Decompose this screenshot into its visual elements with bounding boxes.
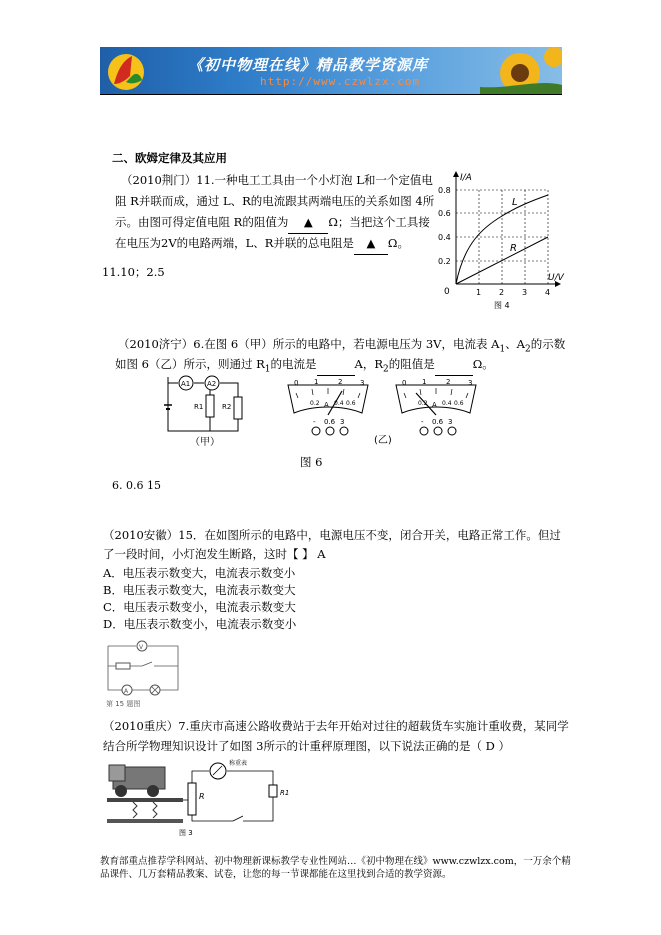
q1-ytick-1: 0.4 (438, 233, 451, 242)
resistor-r2 (234, 397, 242, 419)
truck-image (109, 765, 165, 797)
q2-a1-label: A1 (181, 380, 191, 388)
q4-r-label: R (199, 792, 205, 801)
banner-title: 《初中物理在线》精品教学资源库 (188, 56, 429, 74)
banner-url[interactable]: http://www.czwlzx.com (260, 75, 421, 88)
q3-v-label: V (139, 644, 144, 651)
spring-left (133, 802, 137, 818)
q2-line2d: 的阻值是 (388, 357, 435, 371)
q3-option-c: C．电压表示数变小，电流表示数变大 (103, 600, 296, 614)
ml-top-1: 1 (314, 378, 319, 386)
mr-top-1: 1 (422, 378, 427, 386)
mr-in-0: 0.2 (418, 400, 428, 407)
scale-base (107, 819, 183, 823)
ml-term-0: - (313, 418, 316, 426)
q3-line2: 了一段时间，小灯泡发生断路，这时【 】 A (103, 547, 326, 561)
q2-caption: 图 6 (300, 455, 323, 469)
q3-circuit (102, 640, 186, 708)
mr-top-0: 0 (402, 379, 407, 387)
logo-icon (104, 50, 148, 92)
meter-right (396, 378, 476, 435)
sunflower-image (480, 47, 562, 95)
q2-sub1: 1 (499, 344, 506, 355)
q1-xlabel: U/V (548, 273, 564, 283)
mr-terminal-icon (420, 427, 428, 435)
q1-answer: 11.10；2.5 (102, 265, 165, 279)
q1-ytick-3: 0.8 (438, 186, 451, 195)
section-heading: 二、欧姆定律及其应用 (112, 151, 227, 165)
resistor-r (188, 783, 196, 815)
mr-top-3: 3 (468, 379, 473, 387)
q2-a2-label: A2 (207, 380, 217, 388)
q3-caption: 第 15 题图 (106, 700, 141, 708)
q1-line3-text: 示。由图可得定值电阻 R的阻值为 (115, 215, 289, 229)
header-banner (100, 47, 562, 95)
ml-top-0: 0 (294, 379, 299, 387)
q1-grid (456, 190, 548, 284)
ml-term-1: 0.6 (324, 418, 336, 426)
q3-a-label: A (124, 688, 129, 695)
q2-meter-label: (乙) (374, 435, 392, 445)
scale-platform (107, 798, 183, 802)
mr-term-1: 0.6 (432, 418, 444, 426)
resistor-r1 (206, 395, 214, 417)
mr-term-0: - (421, 418, 424, 426)
footer-text: 教育部重点推荐学科网站、初中物理新课标教学专业性网站…《初中物理在线》www.czwlzx.com，一万余个精品课件、几万套精品教案、试卷，让您的每一节课都能在这里找到合适的教学资源。 (100, 856, 571, 880)
ml-top-2: 2 (338, 378, 343, 386)
q3-option-a: A．电压表示数变大，电流表示数变小 (103, 566, 296, 580)
ml-terminal-icon (312, 427, 320, 435)
q4-line1: （2010重庆）7.重庆市高速公路收费站于去年开始对过往的超载货车实施计重收费，某同学 (103, 719, 569, 733)
q2-line2b: 的电流是 (270, 357, 317, 371)
weighing-meter-icon (210, 763, 226, 779)
q4-meter-label: 称重表 (229, 760, 248, 767)
mr-in-3: 0.6 (454, 400, 464, 407)
q1-line4 (115, 233, 409, 255)
q1-line2: 阻 R并联而成，通过 L、R的电流跟其两端电压的关系如图 4所 (115, 194, 435, 208)
q4-switch (233, 816, 243, 821)
q1-line3b-text: Ω；当把这个工具接 (328, 215, 430, 229)
mr-in-2: 0.4 (442, 400, 452, 407)
q2-r2-label: R2 (222, 403, 232, 411)
q1-ylabel: I/A (460, 173, 472, 183)
q3-line1: （2010安徽）15．在如图所示的电路中，电源电压不变，闭合开关，电路正常工作。但过 (103, 528, 561, 542)
mr-terminal-icon (434, 427, 442, 435)
mr-terminal-icon (448, 427, 456, 435)
q1-origin: 0 (444, 287, 450, 297)
ml-in-2: 0.4 (334, 400, 344, 407)
q1-blank-1[interactable]: ▲ (288, 212, 328, 234)
q1-line3 (115, 212, 430, 234)
q4-caption: 图 3 (179, 829, 193, 837)
q1-ytick-0: 0.2 (438, 257, 451, 266)
q1-line4b-text: Ω。 (387, 236, 409, 250)
header-rule (100, 94, 562, 95)
q2-tail1: 的示数 (530, 337, 566, 351)
q3-switch (142, 662, 152, 666)
spring-right (153, 802, 157, 818)
q4-diagram (103, 755, 303, 837)
q1-line4-text: 在电压为2V的电路两端，L、R并联的总电阻是 (115, 236, 354, 250)
mr-in-1: A (432, 401, 437, 409)
q3-option-b: B．电压表示数变大，电流表示数变大 (103, 583, 296, 597)
q1-caption: 图 4 (494, 301, 510, 310)
q2-meters (282, 375, 562, 445)
q2-line2c: A，R (354, 357, 383, 371)
ml-top-3: 3 (360, 379, 365, 387)
ml-in-1: A (324, 401, 329, 409)
mr-term-2: 3 (448, 418, 453, 426)
q2-line1-text: （2010济宁）6.在图 6（甲）所示的电路中，若电源电压为 3V，电流表 A (118, 337, 500, 351)
q2-blank-2[interactable] (435, 354, 473, 376)
q1-label-R: R (510, 243, 517, 254)
ml-term-2: 3 (340, 418, 345, 426)
q1-xtick-1: 2 (499, 288, 505, 297)
resistor-r1 (269, 785, 277, 797)
q2-line2sub2: 2 (383, 364, 389, 375)
q4-r1-label: R1 (280, 789, 290, 797)
meter-left (288, 378, 368, 435)
q3-option-d: D．电压表示数变小，电流表示数变小 (103, 617, 297, 631)
q2-sub2: 2 (525, 344, 531, 355)
q3-resistor (116, 663, 130, 669)
q1-xtick-3: 4 (545, 288, 551, 297)
q1-blank-2[interactable]: ▲ (354, 233, 388, 255)
q2-line2sub: 1 (264, 364, 271, 375)
q1-label-L: L (512, 197, 518, 208)
mr-top-2: 2 (446, 378, 451, 386)
ml-terminal-icon (326, 427, 334, 435)
ml-terminal-icon (340, 427, 348, 435)
q1-graph (434, 168, 566, 310)
q2-r1-label: R1 (194, 403, 204, 411)
q4-line2: 结合所学物理知识设计了如图 3所示的计重秤原理图，以下说法正确的是（ D ） (103, 739, 510, 753)
q2-circuit-label: （甲） (190, 437, 220, 448)
q1-xtick-0: 1 (476, 288, 482, 297)
q1-ytick-2: 0.6 (438, 209, 451, 218)
q2-blank-1[interactable] (317, 354, 355, 376)
ml-in-3: 0.6 (346, 400, 356, 407)
q1-line1: （2010荆门）11.一种电工工具由一个小灯泡 L和一个定值电 (121, 173, 433, 187)
q2-sep: 、A (505, 337, 525, 351)
q2-line2e: Ω。 (472, 357, 494, 371)
q1-xtick-2: 3 (522, 288, 528, 297)
q1-line-R (456, 237, 548, 284)
q2-answer: 6. 0.6 15 (112, 479, 161, 492)
q2-line2a: 如图 6（乙）所示，则通过 R (115, 357, 265, 371)
ml-in-0: 0.2 (310, 400, 320, 407)
